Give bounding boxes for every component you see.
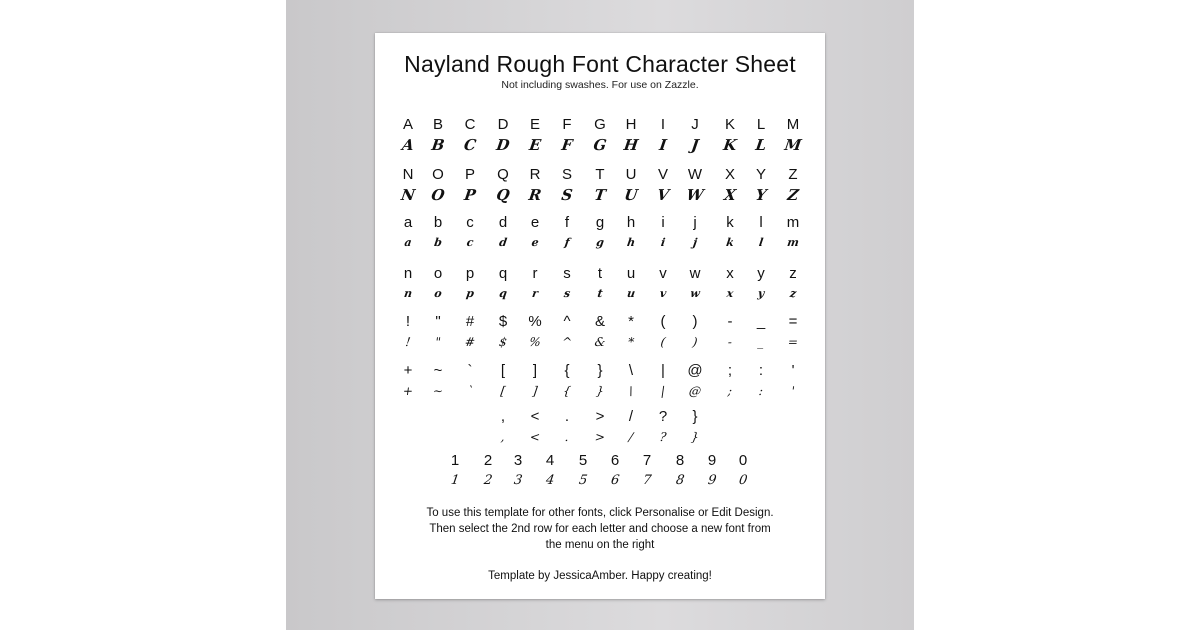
script-glyph-row [375, 284, 825, 304]
plain-glyph: o [433, 265, 443, 282]
plain-glyph: ( [660, 313, 666, 330]
script-glyph: b [433, 236, 443, 249]
script-glyph: y [756, 287, 766, 300]
script-glyph: c [465, 236, 475, 249]
script-glyph: 9 [706, 473, 718, 488]
script-glyph: z [789, 287, 798, 300]
plain-glyph: " [435, 313, 441, 330]
script-glyph: 7 [641, 473, 653, 488]
plain-glyph: b [433, 214, 443, 231]
plain-glyph: / [628, 408, 634, 425]
plain-glyph: ` [467, 362, 473, 379]
script-glyph: O [430, 186, 446, 204]
plain-glyph-row [375, 312, 825, 332]
script-glyph: s [563, 287, 572, 300]
instructions-line: the menu on the right [545, 539, 655, 551]
script-glyph: n [403, 287, 413, 300]
plain-glyph: _ [756, 313, 766, 330]
script-glyph: S [560, 186, 574, 204]
plain-glyph: Q [497, 166, 509, 183]
plain-glyph-row [375, 361, 825, 381]
plain-glyph: J [691, 116, 699, 133]
script-glyph: 0 [737, 473, 749, 488]
script-glyph: U [623, 186, 639, 204]
script-glyph: C [462, 136, 478, 154]
plain-glyph: m [786, 214, 800, 231]
plain-glyph-row [375, 213, 825, 233]
plain-glyph: 8 [675, 452, 685, 469]
script-glyph: [ [499, 384, 507, 398]
plain-glyph: - [727, 313, 733, 330]
plain-glyph: x [726, 265, 734, 282]
script-glyph: a [403, 236, 413, 249]
plain-glyph: u [626, 265, 636, 282]
plain-glyph: { [564, 362, 570, 379]
script-glyph: _ [757, 335, 765, 349]
script-glyph: P [463, 186, 477, 204]
script-glyph: Q [495, 186, 511, 204]
script-glyph: M [783, 136, 803, 154]
script-glyph: ! [404, 335, 412, 349]
script-glyph: j [692, 236, 698, 249]
plain-glyph: % [528, 313, 542, 330]
script-glyph: l [758, 236, 765, 249]
plain-glyph-row [375, 264, 825, 284]
plain-glyph: g [595, 214, 605, 231]
plain-glyph: l [759, 214, 763, 231]
script-glyph: T [593, 186, 607, 204]
plain-glyph: q [498, 265, 508, 282]
plain-glyph: R [529, 166, 541, 183]
script-glyph: N [399, 186, 417, 204]
script-glyph: $ [498, 335, 508, 349]
script-glyph: t [596, 287, 604, 300]
script-glyph: { [562, 384, 572, 398]
script-glyph: K [722, 136, 738, 154]
script-glyph: d [498, 236, 508, 249]
instructions-text [395, 505, 805, 553]
script-glyph: g [595, 236, 605, 249]
plain-glyph: 5 [578, 452, 588, 469]
script-glyph: r [531, 287, 539, 300]
script-glyph: 1 [449, 473, 461, 488]
plain-glyph: y [757, 265, 765, 282]
plain-glyph: I [660, 116, 666, 133]
script-glyph: o [433, 287, 443, 300]
plain-glyph: z [789, 265, 797, 282]
script-glyph-row [375, 185, 825, 205]
script-glyph: ? [658, 430, 668, 444]
plain-glyph: v [659, 265, 667, 282]
plain-glyph: e [530, 214, 540, 231]
plain-glyph: \ [628, 362, 634, 379]
plain-glyph: + [403, 362, 413, 379]
plain-glyph-row [375, 115, 825, 135]
instructions-line: Then select the 2nd row for each letter and choose a new font from [429, 523, 771, 535]
plain-glyph: } [597, 362, 603, 379]
script-glyph: V [655, 186, 671, 204]
plain-glyph: p [465, 265, 475, 282]
plain-glyph: j [693, 214, 697, 231]
script-glyph: ( [659, 335, 667, 349]
script-glyph-row [375, 381, 825, 401]
script-glyph: 6 [609, 473, 621, 488]
script-glyph: > [593, 430, 607, 444]
plain-glyph-row [375, 451, 825, 471]
script-glyph: R [527, 186, 543, 204]
plain-glyph: > [595, 408, 605, 425]
plain-glyph: k [726, 214, 734, 231]
plain-glyph: i [661, 214, 665, 231]
script-glyph: 3 [512, 473, 524, 488]
plain-glyph: V [657, 166, 668, 183]
plain-glyph: ; [727, 362, 733, 379]
script-glyph: + [401, 384, 415, 398]
script-glyph: / [627, 430, 634, 444]
plain-glyph: r [532, 265, 538, 282]
script-glyph: e [530, 236, 540, 249]
plain-glyph: M [786, 116, 800, 133]
script-glyph: w [689, 287, 701, 300]
plain-glyph: $ [498, 313, 508, 330]
plain-glyph: 0 [738, 452, 748, 469]
script-glyph: J [690, 136, 700, 154]
plain-glyph: ~ [433, 362, 443, 379]
plain-glyph: ) [692, 313, 698, 330]
script-glyph: i [660, 236, 667, 249]
script-glyph: W [685, 186, 705, 204]
script-glyph-row [375, 135, 825, 155]
plain-glyph: @ [687, 362, 703, 379]
credit-text: Template by JessicaAmber. Happy creating! [488, 570, 712, 582]
plain-glyph: H [625, 116, 637, 133]
plain-glyph: s [563, 265, 571, 282]
plain-glyph: a [403, 214, 413, 231]
plain-glyph: E [529, 116, 540, 133]
plain-glyph: ' [791, 362, 795, 379]
script-glyph: m [786, 236, 800, 249]
script-glyph: G [592, 136, 608, 154]
plain-glyph: 9 [707, 452, 717, 469]
script-glyph: | [659, 384, 666, 398]
script-glyph: v [658, 287, 668, 300]
script-glyph: ; [726, 384, 733, 398]
plain-glyph: 6 [610, 452, 620, 469]
script-glyph: p [465, 287, 475, 300]
plain-glyph: O [432, 166, 444, 183]
plain-glyph: } [692, 408, 698, 425]
script-glyph: } [595, 384, 605, 398]
script-glyph: 8 [674, 473, 686, 488]
plain-glyph: K [724, 116, 735, 133]
plain-glyph: [ [500, 362, 506, 379]
script-glyph: : [757, 384, 764, 398]
plain-glyph: W [687, 166, 703, 183]
plain-glyph: A [402, 116, 413, 133]
script-glyph: ) [691, 335, 699, 349]
script-glyph-row [375, 233, 825, 253]
plain-glyph: 3 [513, 452, 523, 469]
plain-glyph: 2 [483, 452, 493, 469]
plain-glyph: : [758, 362, 764, 379]
script-glyph: , [500, 430, 506, 444]
script-glyph: h [626, 236, 636, 249]
script-glyph: x [725, 287, 735, 300]
script-glyph: Z [786, 186, 800, 204]
plain-glyph: ! [405, 313, 411, 330]
script-glyph: ~ [431, 384, 445, 398]
plain-glyph: ^ [563, 313, 571, 330]
sheet-subtitle: Not including swashes. For use on Zazzle. [501, 79, 699, 91]
script-glyph: @ [688, 384, 702, 398]
plain-glyph: n [403, 265, 413, 282]
script-glyph: & [593, 335, 607, 349]
plain-glyph: w [689, 265, 701, 282]
plain-glyph: , [500, 408, 506, 425]
script-glyph: " [434, 335, 442, 349]
script-glyph: Y [754, 186, 768, 204]
plain-glyph: # [465, 313, 475, 330]
plain-glyph-row [375, 407, 825, 427]
script-glyph: ^ [560, 335, 574, 349]
plain-glyph: 7 [642, 452, 652, 469]
script-glyph: L [754, 136, 768, 154]
script-glyph-row [375, 332, 825, 352]
plain-glyph: Y [755, 166, 766, 183]
plain-glyph: Z [788, 166, 798, 183]
sheet-title: Nayland Rough Font Character Sheet [404, 51, 796, 77]
plain-glyph-row [375, 165, 825, 185]
plain-glyph: h [626, 214, 636, 231]
script-glyph: . [564, 430, 570, 444]
character-sheet-poster [375, 33, 825, 599]
plain-glyph: = [788, 313, 798, 330]
script-glyph: % [528, 335, 542, 349]
script-glyph: q [498, 287, 508, 300]
plain-glyph: L [756, 116, 766, 133]
plain-glyph: 1 [450, 452, 460, 469]
plain-glyph: P [464, 166, 475, 183]
script-glyph: * [627, 335, 635, 349]
script-glyph: ' [790, 384, 796, 398]
plain-glyph: N [402, 166, 414, 183]
script-glyph: D [495, 136, 511, 154]
script-glyph: = [786, 335, 800, 349]
plain-glyph: 4 [545, 452, 555, 469]
script-glyph: } [690, 430, 700, 444]
script-glyph: ` [466, 384, 474, 398]
plain-glyph: T [595, 166, 605, 183]
plain-glyph: G [594, 116, 606, 133]
plain-glyph: < [530, 408, 540, 425]
plain-glyph: D [497, 116, 509, 133]
script-glyph: I [658, 136, 668, 154]
plain-glyph: d [498, 214, 508, 231]
script-glyph: X [722, 186, 738, 204]
script-glyph: < [528, 430, 542, 444]
script-glyph: - [726, 335, 734, 349]
script-glyph-row [375, 471, 825, 491]
plain-glyph: F [562, 116, 572, 133]
script-glyph: 5 [577, 473, 589, 488]
instructions-line: To use this template for other fonts, click Personalise or Edit Design. [426, 507, 774, 519]
script-glyph: u [626, 287, 636, 300]
plain-glyph: * [628, 313, 634, 330]
script-glyph: A [400, 136, 416, 154]
plain-glyph: c [466, 214, 474, 231]
script-glyph: f [563, 236, 571, 249]
script-glyph: 2 [482, 473, 494, 488]
plain-glyph: B [432, 116, 443, 133]
plain-glyph: U [625, 166, 637, 183]
script-glyph: # [463, 335, 477, 349]
plain-glyph: t [597, 265, 603, 282]
script-glyph: H [622, 136, 640, 154]
script-glyph: ] [531, 384, 539, 398]
script-glyph: 4 [544, 473, 556, 488]
script-glyph: F [560, 136, 574, 154]
script-glyph: \ [627, 384, 634, 398]
script-glyph: B [430, 136, 446, 154]
plain-glyph: ? [658, 408, 668, 425]
plain-glyph: f [564, 214, 570, 231]
script-glyph: E [528, 136, 542, 154]
plain-glyph: S [561, 166, 572, 183]
script-glyph: k [725, 236, 735, 249]
plain-glyph: . [564, 408, 570, 425]
script-glyph-row [375, 427, 825, 447]
plain-glyph: | [661, 362, 665, 379]
plain-glyph: X [724, 166, 735, 183]
plain-glyph: ] [532, 362, 538, 379]
plain-glyph: C [464, 116, 476, 133]
plain-glyph: & [594, 313, 605, 330]
